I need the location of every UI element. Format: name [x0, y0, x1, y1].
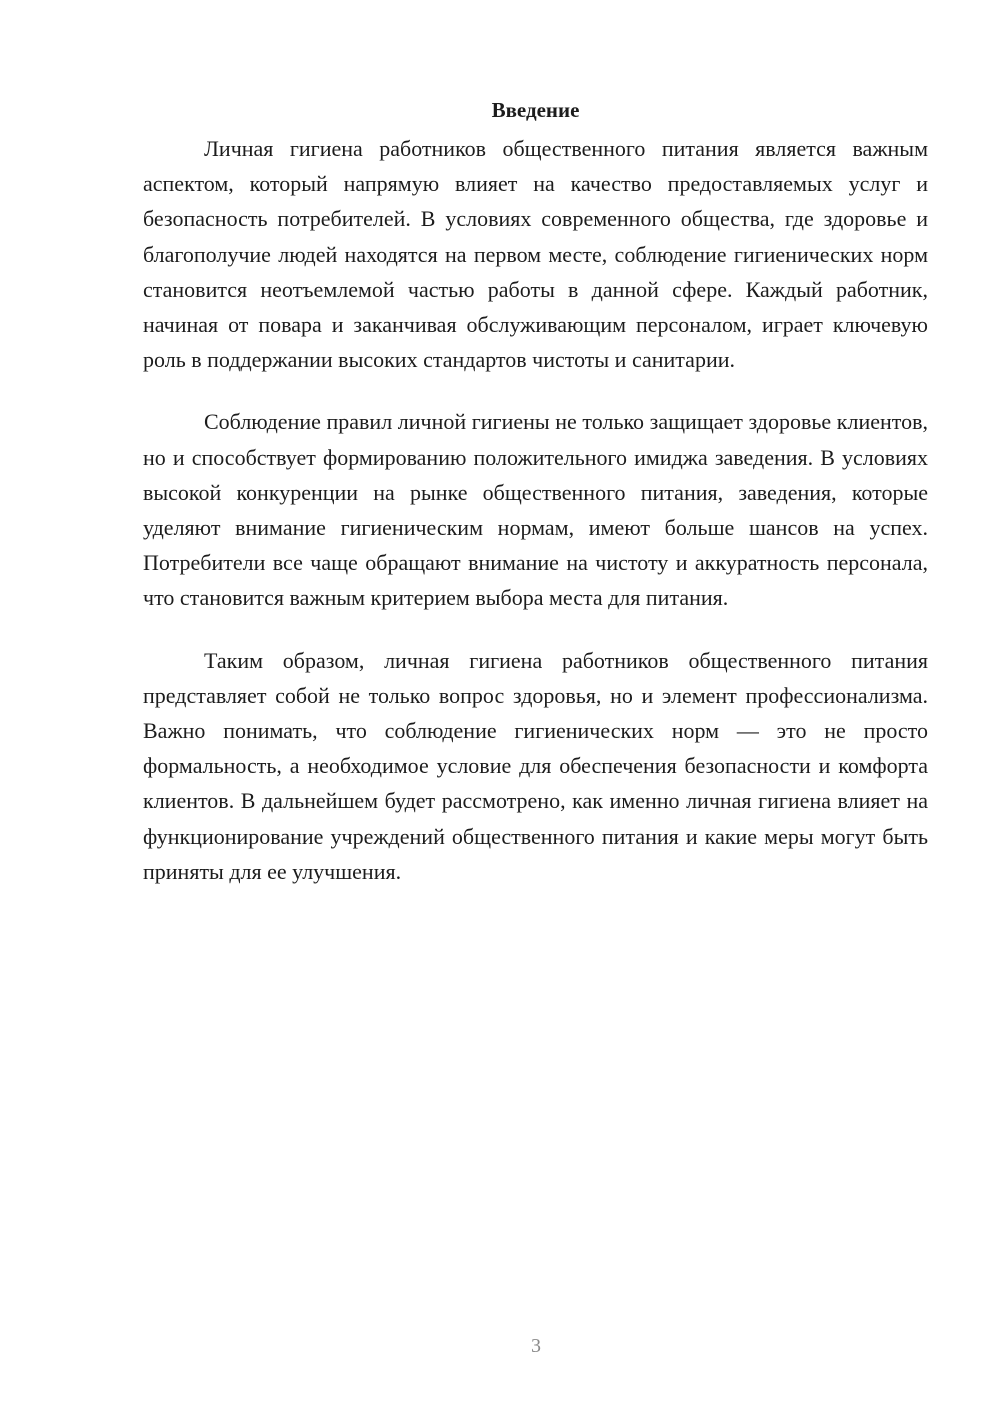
paragraph-1: Личная гигиена работников общественного питания является важным аспектом, который напрямую влияет на качество предоставляемых услуг и безопасность потребителей. В условиях современного общества, где здоровье и благополучие людей находятся на первом месте, соблюдение гигиенических норм становится неотъемлемой частью работы в данной сфере. Каждый работник, начиная от повара и заканчивая обслуживающим персоналом, играет ключевую роль в поддержании высоких стандартов чистоты и санитарии.: [143, 136, 928, 373]
page-number: 3: [531, 1335, 541, 1357]
page-content: [143, 95, 928, 916]
paragraph-3: Таким образом, личная гигиена работников общественного питания представляет собой не только вопрос здоровья, но и элемент профессионализма. Важно понимать, что соблюдение гигиенических норм — это не просто формальность, а необходимое условие для обеспечения безопасности и комфорта клиентов. В дальнейшем будет рассмотрено, как именно личная гигиена влияет на функционирование учреждений общественного питания и какие меры могут быть приняты для ее улучшения.: [143, 647, 928, 884]
paragraph-2: Соблюдение правил личной гигиены не только защищает здоровье клиентов, но и способствует формированию положительного имиджа заведения. В условиях высокой конкуренции на рынке общественного питания, заведения, которые уделяют внимание гигиеническим нормам, имеют больше шансов на успех. Потребители все чаще обращают внимание на чистоту и аккуратность персонала, что становится важным критерием выбора места для питания.: [143, 409, 928, 611]
section-heading: Введение: [491, 98, 580, 122]
